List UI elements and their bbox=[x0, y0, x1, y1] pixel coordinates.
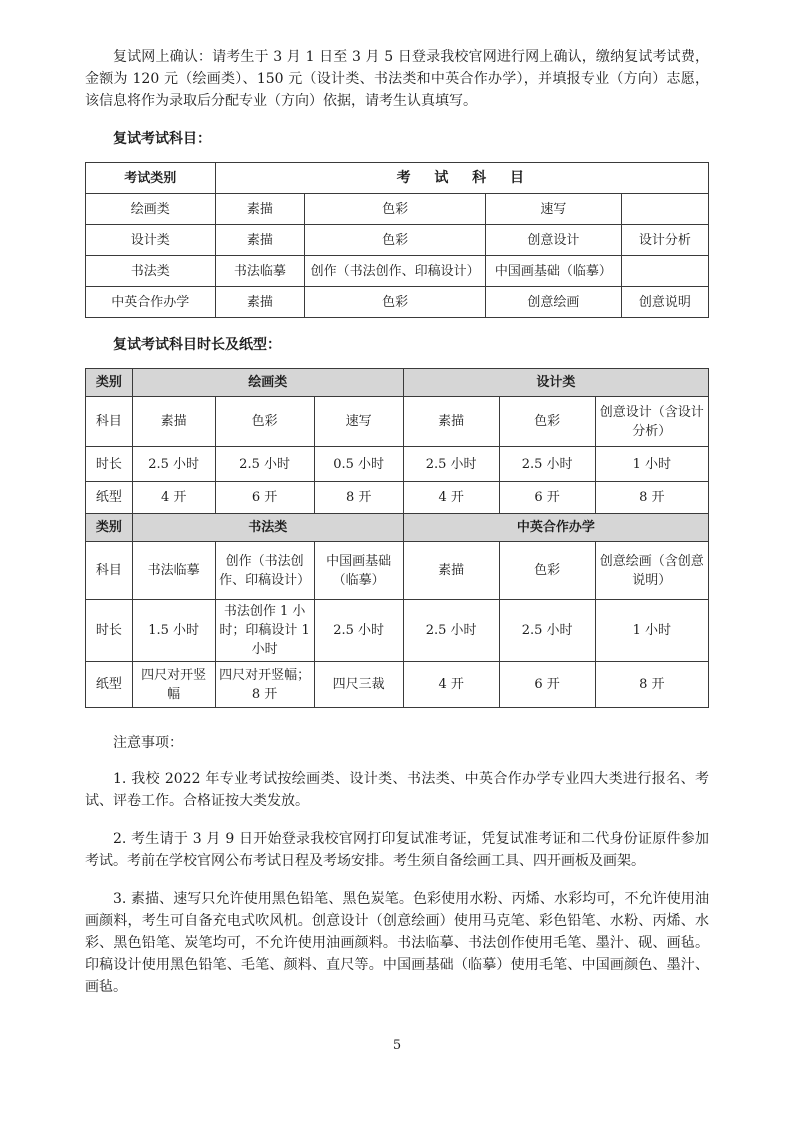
row-label-paper: 纸型 bbox=[86, 482, 133, 514]
table-cell: 0.5 小时 bbox=[314, 447, 403, 482]
table-cell: 绘画类 bbox=[86, 194, 216, 225]
table-cell: 色彩 bbox=[215, 397, 314, 447]
note-item-2: 2. 考生请于 3 月 9 日开始登录我校官网打印复试准考证，凭复试准考证和二代身份证原件参加考试。考前在学校官网公布考试日程及考场安排。考生须自备绘画工具、四开画板及画架。 bbox=[85, 831, 709, 869]
table-cell: 色彩 bbox=[499, 397, 595, 447]
table-row bbox=[86, 256, 709, 287]
table-cell: 8 开 bbox=[314, 482, 403, 514]
header-cell-sino-british-group: 中英合作办学 bbox=[403, 514, 708, 542]
table-cell: 设计类 bbox=[86, 225, 216, 256]
group-header-row bbox=[86, 514, 709, 542]
row-label-subject: 科目 bbox=[86, 542, 133, 600]
row-label-duration: 时长 bbox=[86, 600, 133, 662]
header-cell-exam-subjects: 考试科目 bbox=[215, 163, 708, 194]
subject-row bbox=[86, 397, 709, 447]
table-cell: 书法临摹 bbox=[215, 256, 305, 287]
table-cell: 四尺对开竖幅；8 开 bbox=[215, 662, 314, 708]
paper-row bbox=[86, 662, 709, 708]
section1-heading: 复试考试科目： bbox=[113, 131, 211, 147]
table-cell: 创意设计 bbox=[485, 225, 621, 256]
row-label-duration: 时长 bbox=[86, 447, 133, 482]
page-number: 5 bbox=[392, 1038, 402, 1053]
table-cell: 创作（书法创作、印稿设计） bbox=[305, 256, 486, 287]
table-cell: 2.5 小时 bbox=[403, 447, 499, 482]
table-cell: 设计分析 bbox=[621, 225, 708, 256]
table-cell: 4 开 bbox=[403, 662, 499, 708]
table-cell: 素描 bbox=[403, 542, 499, 600]
table-cell: 色彩 bbox=[305, 287, 486, 318]
table-header-row bbox=[86, 163, 709, 194]
subject-row bbox=[86, 542, 709, 600]
notes-heading: 注意事项： bbox=[113, 735, 183, 751]
table-cell: 四尺对开竖幅 bbox=[132, 662, 215, 708]
table-cell: 中英合作办学 bbox=[86, 287, 216, 318]
duration-row bbox=[86, 600, 709, 662]
table-cell: 创意说明 bbox=[621, 287, 708, 318]
table-cell: 2.5 小时 bbox=[403, 600, 499, 662]
table-cell: 2.5 小时 bbox=[499, 447, 595, 482]
header-cell-painting-group: 绘画类 bbox=[132, 369, 403, 397]
table-cell: 素描 bbox=[132, 397, 215, 447]
row-label-subject: 科目 bbox=[86, 397, 133, 447]
table-row bbox=[86, 287, 709, 318]
table-cell bbox=[621, 256, 708, 287]
table-cell: 6 开 bbox=[499, 662, 595, 708]
table-cell: 1.5 小时 bbox=[132, 600, 215, 662]
table-cell: 色彩 bbox=[499, 542, 595, 600]
table-cell: 4 开 bbox=[132, 482, 215, 514]
header-cell-exam-category: 考试类别 bbox=[86, 163, 216, 194]
table-cell: 6 开 bbox=[499, 482, 595, 514]
table-cell: 色彩 bbox=[305, 225, 486, 256]
header-cell-category: 类别 bbox=[86, 514, 133, 542]
table-cell: 4 开 bbox=[403, 482, 499, 514]
table-cell: 2.5 小时 bbox=[499, 600, 595, 662]
table-cell: 书法创作 1 小时；印稿设计 1 小时 bbox=[215, 600, 314, 662]
table-cell: 素描 bbox=[215, 194, 305, 225]
note-item-1: 1. 我校 2022 年专业考试按绘画类、设计类、书法类、中英合作办学专业四大类进行报名、考试、评卷工作。合格证按大类发放。 bbox=[85, 771, 709, 809]
table-cell: 速写 bbox=[314, 397, 403, 447]
table-cell: 书法临摹 bbox=[132, 542, 215, 600]
table-cell: 创意设计（含设计分析） bbox=[595, 397, 708, 447]
table-cell: 1 小时 bbox=[595, 600, 708, 662]
duration-row bbox=[86, 447, 709, 482]
table-cell: 2.5 小时 bbox=[132, 447, 215, 482]
header-cell-calligraphy-group: 书法类 bbox=[132, 514, 403, 542]
section2-heading: 复试考试科目时长及纸型： bbox=[113, 337, 281, 353]
table-cell: 素描 bbox=[215, 225, 305, 256]
table-cell: 2.5 小时 bbox=[215, 447, 314, 482]
row-label-paper: 纸型 bbox=[86, 662, 133, 708]
table-cell: 创意绘画（含创意说明） bbox=[595, 542, 708, 600]
table-cell: 8 开 bbox=[595, 482, 708, 514]
header-cell-design-group: 设计类 bbox=[403, 369, 708, 397]
table-cell: 书法类 bbox=[86, 256, 216, 287]
note-item-3: 3. 素描、速写只允许使用黑色铅笔、黑色炭笔。色彩使用水粉、丙烯、水彩均可，不允许使用油画颜料，考生可自备充电式吹风机。创意设计（创意绘画）使用马克笔、彩色铅笔、水粉、丙烯、水彩、黑色铅笔、炭笔均可，不允许使用油画颜料。书法临摹、书法创作使用毛笔、墨汁、砚、画毡。印稿设计使用黑色铅笔、毛笔、颜料、直尺等。中国画基础（临摹）使用毛笔、中国画颜色、墨汁、画毡。 bbox=[85, 891, 709, 995]
table-cell: 8 开 bbox=[595, 662, 708, 708]
table-cell: 四尺三裁 bbox=[314, 662, 403, 708]
table-row bbox=[86, 225, 709, 256]
table-cell bbox=[621, 194, 708, 225]
duration-paper-table bbox=[85, 368, 709, 708]
table-cell: 创作（书法创作、印稿设计） bbox=[215, 542, 314, 600]
table-cell: 素描 bbox=[403, 397, 499, 447]
group-header-row bbox=[86, 369, 709, 397]
table-cell: 1 小时 bbox=[595, 447, 708, 482]
table-cell: 色彩 bbox=[305, 194, 486, 225]
table-cell: 2.5 小时 bbox=[314, 600, 403, 662]
exam-subjects-table bbox=[85, 162, 709, 318]
table-cell: 速写 bbox=[485, 194, 621, 225]
table-row bbox=[86, 194, 709, 225]
header-cell-category: 类别 bbox=[86, 369, 133, 397]
table-cell: 6 开 bbox=[215, 482, 314, 514]
table-cell: 素描 bbox=[215, 287, 305, 318]
intro-paragraph: 复试网上确认：请考生于 3 月 1 日至 3 月 5 日登录我校官网进行网上确认，缴纳复试考试费，金额为 120 元（绘画类）、150 元（设计类、书法类和中英合作办学），并填报专业（方向）志愿，该信息将作为录取后分配专业（方向）依据，请考生认真填写。 bbox=[85, 49, 709, 109]
table-cell: 中国画基础（临摹） bbox=[485, 256, 621, 287]
paper-row bbox=[86, 482, 709, 514]
table-cell: 中国画基础（临摹） bbox=[314, 542, 403, 600]
table-cell: 创意绘画 bbox=[485, 287, 621, 318]
